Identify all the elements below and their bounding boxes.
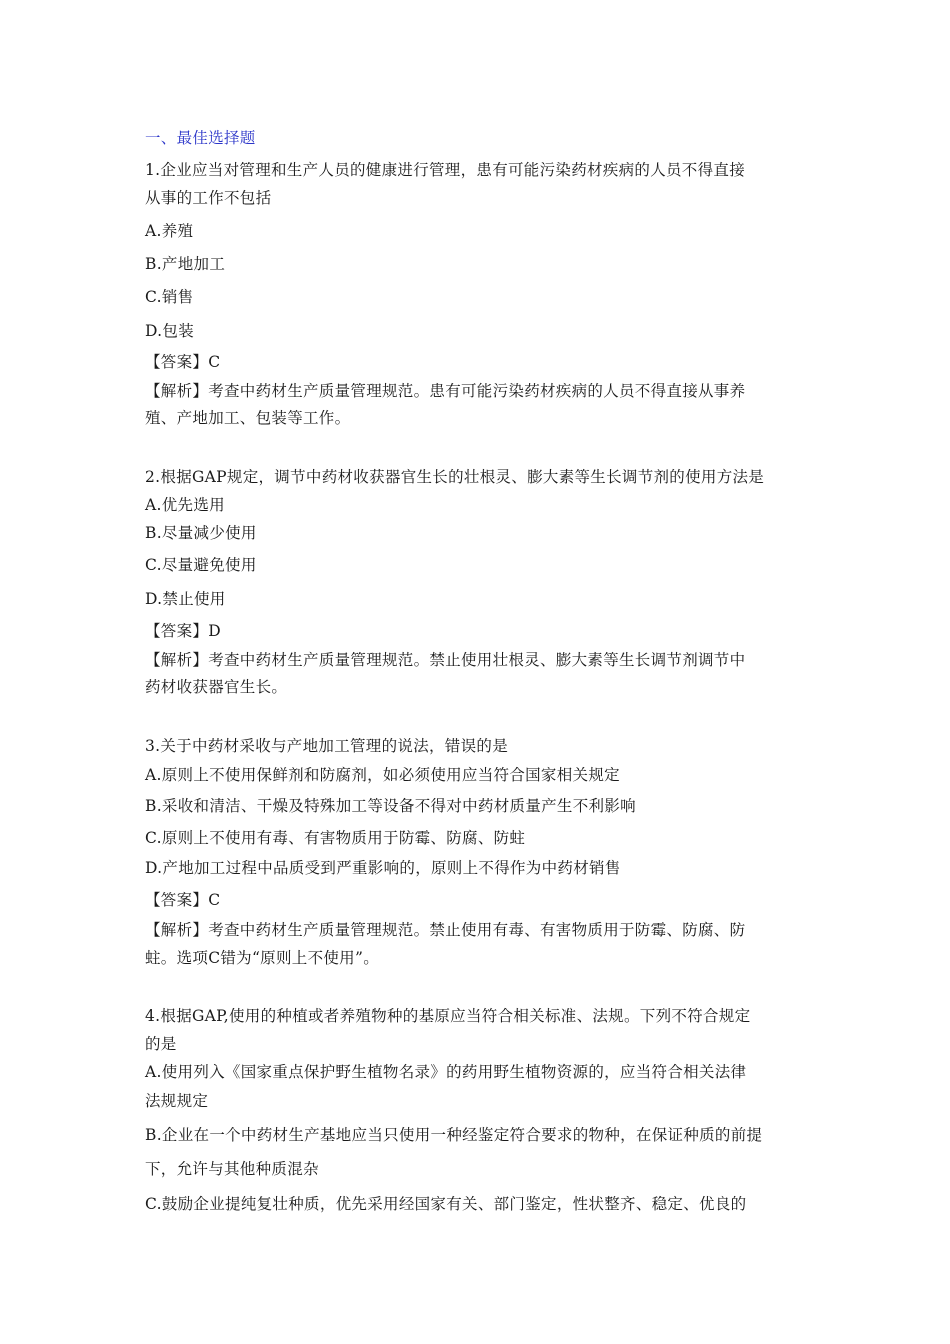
q1-option-c: C.销售 xyxy=(145,288,194,306)
section-heading: 一、最佳选择题 xyxy=(145,129,256,147)
q3-option-d: D.产地加工过程中品质受到严重影响的，原则上不得作为中药材销售 xyxy=(145,859,621,877)
q2-stem-line1: 2.根据GAP规定，调节中药材收获器官生长的壮根灵、膨大素等生长调节剂的使用方法是 xyxy=(145,468,765,486)
q2-option-d: D.禁止使用 xyxy=(145,590,226,608)
q4-option-b-line1: B.企业在一个中药材生产基地应当只使用一种经鉴定符合要求的物种，在保证种质的前提 xyxy=(145,1126,763,1144)
q1-analysis-line2: 殖、产地加工、包装等工作。 xyxy=(145,409,351,427)
q2-analysis-line2: 药材收获器官生长。 xyxy=(145,678,288,696)
q2-analysis-line1: 【解析】考查中药材生产质量管理规范。禁止使用壮根灵、膨大素等生长调节剂调节中 xyxy=(145,651,746,669)
q3-stem-line1: 3.关于中药材采收与产地加工管理的说法，错误的是 xyxy=(145,737,508,755)
q1-option-b: B.产地加工 xyxy=(145,255,226,273)
q4-option-b-line2: 下，允许与其他种质混杂 xyxy=(145,1160,319,1178)
q3-option-a: A.原则上不使用保鲜剂和防腐剂，如必须使用应当符合国家相关规定 xyxy=(145,766,620,784)
q3-analysis-line1: 【解析】考查中药材生产质量管理规范。禁止使用有毒、有害物质用于防霉、防腐、防 xyxy=(145,921,746,939)
q4-stem-line2: 的是 xyxy=(145,1035,177,1053)
q4-option-c-line1: C.鼓励企业提纯复壮种质，优先采用经国家有关、部门鉴定，性状整齐、稳定、优良的 xyxy=(145,1195,747,1213)
q1-option-a: A.养殖 xyxy=(145,222,194,240)
q4-option-a-line1: A.使用列入《国家重点保护野生植物名录》的药用野生植物资源的，应当符合相关法律 xyxy=(145,1063,747,1081)
q1-analysis-line1: 【解析】考查中药材生产质量管理规范。患有可能污染药材疾病的人员不得直接从事养 xyxy=(145,382,746,400)
q3-analysis-line2: 蛀。选项C错为“原则上不使用”。 xyxy=(145,949,380,967)
q4-stem-line1: 4.根据GAP,使用的种植或者养殖物种的基原应当符合相关标准、法规。下列不符合规定 xyxy=(145,1007,751,1025)
q2-option-c: C.尽量避免使用 xyxy=(145,556,257,574)
q2-option-a: A.优先选用 xyxy=(145,496,225,514)
q1-stem-line1: 1.企业应当对管理和生产人员的健康进行管理，患有可能污染药材疾病的人员不得直接 xyxy=(145,161,745,179)
q4-option-a-line2: 法规规定 xyxy=(145,1092,209,1110)
q3-option-b: B.采收和清洁、干燥及特殊加工等设备不得对中药材质量产生不利影响 xyxy=(145,797,636,815)
q1-stem-line2: 从事的工作不包括 xyxy=(145,189,272,207)
q1-option-d: D.包装 xyxy=(145,322,195,340)
q2-option-b: B.尽量减少使用 xyxy=(145,524,257,542)
q1-answer: 【答案】C xyxy=(145,353,221,371)
q3-option-c: C.原则上不使用有毒、有害物质用于防霉、防腐、防蛀 xyxy=(145,829,526,847)
q2-answer: 【答案】D xyxy=(145,622,221,640)
q3-answer: 【答案】C xyxy=(145,891,221,909)
